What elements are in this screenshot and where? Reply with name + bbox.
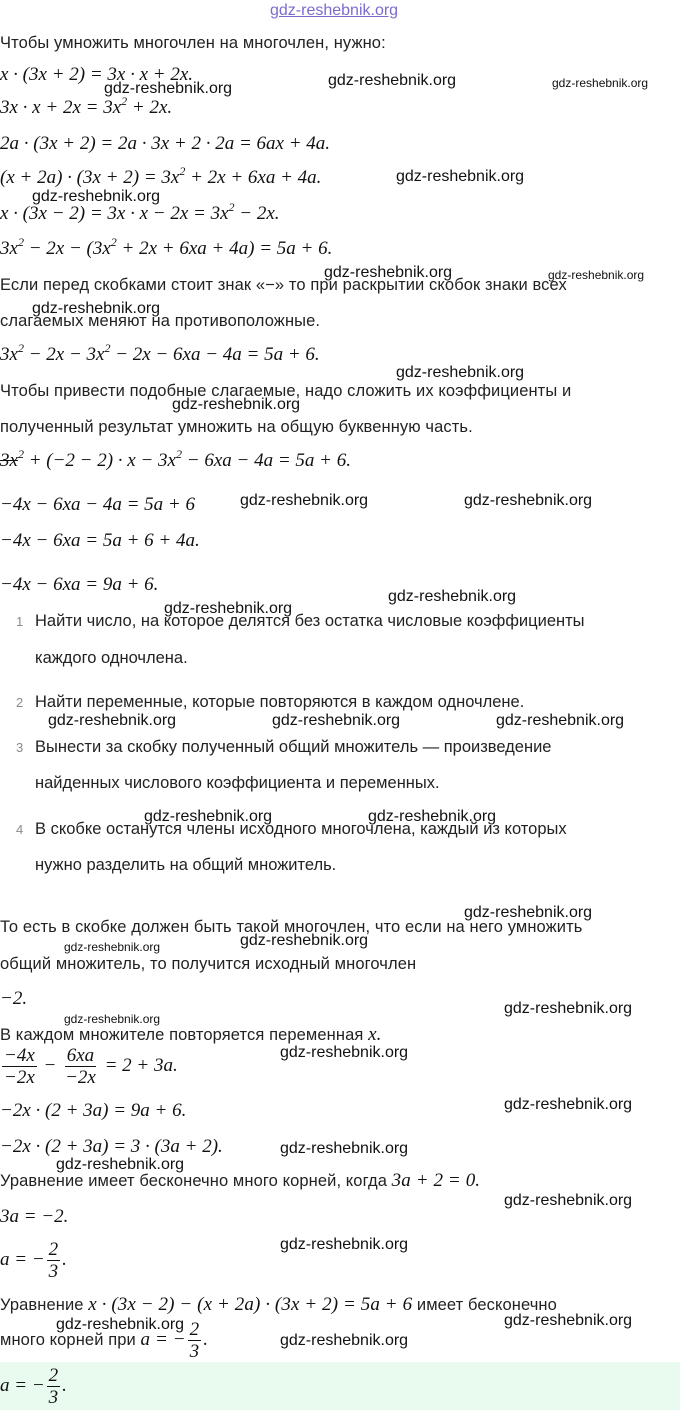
equation-17: a = − $\frac{2}{3}$ . <box>0 1239 67 1282</box>
exponent: 2 <box>17 341 24 355</box>
equation-11: −4x − 6xa = 9a + 6. <box>0 574 159 595</box>
note-like-terms-2: полученный результат умножить на общую буквенную часть. <box>0 418 473 436</box>
watermark: gdz-reshebnik.org <box>504 1096 633 1113</box>
watermark: gdz-reshebnik.org <box>388 588 517 605</box>
equation-4: $(x + 2a) \cdot (3x + 2) = 3x^2 + 2x + 6xa + 4a$. <box>0 164 322 188</box>
watermark: gdz-reshebnik.org <box>240 932 369 949</box>
equation-14: −2x · (2 + 3a) = 9a + 6. <box>0 1100 187 1121</box>
fraction: $\frac{-4x}{-2x}$ <box>4 1045 35 1088</box>
step-text: Найти число, на которое делятся без остатка числовые коэффициенты <box>35 612 585 630</box>
final-statement: Уравнение x · (3x − 2) − (x + 2a) · (3x + 2) = 5a + 6 имеет бесконечно <box>0 1294 557 1315</box>
watermark: gdz-reshebnik.org <box>32 300 161 317</box>
step-text: каждого одночлена. <box>35 649 188 667</box>
step-number: 2 <box>16 695 24 710</box>
step-number: 1 <box>16 614 24 629</box>
watermark: gdz-reshebnik.org <box>280 1332 409 1349</box>
watermark: gdz-reshebnik.org <box>48 712 177 729</box>
answer-box <box>0 1362 680 1410</box>
fraction: $\frac{2}{3}$ <box>48 1365 59 1408</box>
watermark: gdz-reshebnik.org <box>56 1316 185 1333</box>
exponent: 2 <box>179 164 186 178</box>
watermark: gdz-reshebnik.org <box>504 1312 633 1329</box>
equation-3: 2a · (3x + 2) = 2a · 3x + 2 · 2a = 6ax + 4a. <box>0 133 331 154</box>
exponent: 2 <box>110 235 117 249</box>
equation-13: $\frac{-4x}{-2x}$ − $\frac{6xa}{-2x}$ = 2 + 3a. <box>4 1045 178 1088</box>
watermark: gdz-reshebnik.org <box>464 904 593 921</box>
step-number: 3 <box>16 740 24 755</box>
equation-9: −4x − 6xa − 4a = 5a + 6 <box>0 494 195 515</box>
equation-16: 3a = −2. <box>0 1206 69 1227</box>
answer-equation: a = − $\frac{2}{3}$ . <box>0 1365 67 1408</box>
watermark: gdz-reshebnik.org <box>464 492 593 509</box>
watermark: gdz-reshebnik.org <box>368 808 497 825</box>
watermark: gdz-reshebnik.org <box>104 80 233 97</box>
watermark: gdz-reshebnik.org <box>396 364 525 381</box>
step-text: нужно разделить на общий множитель. <box>35 856 337 874</box>
watermark: gdz-reshebnik.org <box>56 1156 185 1173</box>
watermark: gdz-reshebnik.org <box>144 808 273 825</box>
note-polynomial-2: общий множитель, то получится исходный многочлен <box>0 955 417 973</box>
equation-15: −2x · (2 + 3a) = 3 · (3a + 2). <box>0 1136 223 1157</box>
watermark: gdz-reshebnik.org <box>504 1192 633 1209</box>
watermark: gdz-reshebnik.org <box>280 1236 409 1253</box>
final-statement-2: много корней при a = − $\frac{2}{3}$ . <box>0 1319 209 1362</box>
fraction: $\frac{2}{3}$ <box>189 1319 200 1362</box>
watermark: gdz-reshebnik.org <box>280 1140 409 1157</box>
watermark: gdz-reshebnik.org <box>240 492 369 509</box>
step-text: Найти переменные, которые повторяются в каждом одночлене. <box>35 693 525 711</box>
equation-7: $3x^2 - 2x - 3x^2 - 2x - 6xa - 4a = 5a + 6$. <box>0 341 320 365</box>
note-polynomial: То есть в скобке должен быть такой многочлен, что если на него умножить <box>0 918 583 936</box>
equation-12: −2. <box>0 988 28 1009</box>
note-like-terms: Чтобы привести подобные слагаемые, надо сложить их коэффициенты и <box>0 382 572 400</box>
note-sign-rule: Если перед скобками стоит знак «−» то при раскрытии скобок знаки всех <box>0 276 567 294</box>
step-text: Вынести за скобку полученный общий множитель — произведение <box>35 738 552 756</box>
exponent: 2 <box>104 341 111 355</box>
note-infinite-roots: Уравнение имеет бесконечно много корней, когда 3a + 2 = 0. <box>0 1170 481 1191</box>
fraction: $\frac{2}{3}$ <box>48 1239 59 1282</box>
equation-10: −4x − 6xa = 5a + 6 + 4a. <box>0 530 200 551</box>
step-text: В скобке останутся члены исходного многочлена, каждый из которых <box>35 820 567 838</box>
step-text: найденных числового коэффициента и переменных. <box>35 774 440 792</box>
equation-1: x · (3x + 2) = 3x · x + 2x. <box>0 64 194 85</box>
note-common-variable: В каждом множителе повторяется переменная x. <box>0 1024 382 1045</box>
exponent: 2 <box>121 94 128 108</box>
step-number: 4 <box>16 822 24 837</box>
equation-2: $3x \cdot x + 2x = 3x^2 + 2x$. <box>0 94 173 118</box>
intro-text: Чтобы умножить многочлен на многочлен, нужно: <box>0 34 386 52</box>
watermark: gdz-reshebnik.org <box>324 264 453 281</box>
watermark: gdz-reshebnik.org <box>328 72 457 89</box>
exponent: 2 <box>176 447 182 461</box>
equation-5: $x \cdot (3x - 2) = 3x \cdot x - 2x = 3x^2 - 2x$. <box>0 200 280 224</box>
watermark: gdz-reshebnik.org <box>548 268 645 282</box>
exponent: 2 <box>228 200 235 214</box>
watermark: gdz-reshebnik.org <box>552 76 649 90</box>
watermark: gdz-reshebnik.org <box>280 1044 409 1061</box>
fraction: $\frac{6xa}{-2x}$ <box>65 1045 96 1088</box>
watermark: gdz-reshebnik.org <box>172 396 301 413</box>
watermark: gdz-reshebnik.org <box>396 168 525 185</box>
exponent: 2 <box>17 235 24 249</box>
watermark: gdz-reshebnik.org <box>164 600 293 617</box>
equation-6: $3x^2 - 2x - (3x^2 + 2x + 6xa + 4a) = 5a + 6$. <box>0 235 333 259</box>
watermark: gdz-reshebnik.org <box>496 712 625 729</box>
header-watermark[interactable]: gdz-reshebnik.org <box>270 2 399 19</box>
watermark: gdz-reshebnik.org <box>64 1012 161 1026</box>
equation-8: $3x^2 + (-2 - 2) \cdot x - 3x^2 - 6xa - 4a = 5a + 6$. <box>0 447 351 471</box>
watermark: gdz-reshebnik.org <box>32 188 161 205</box>
watermark: gdz-reshebnik.org <box>64 940 161 954</box>
note-sign-rule-2: слагаемых меняют на противоположные. <box>0 312 321 330</box>
exponent: 2 <box>17 447 24 461</box>
watermark: gdz-reshebnik.org <box>272 712 401 729</box>
watermark: gdz-reshebnik.org <box>504 1000 633 1017</box>
